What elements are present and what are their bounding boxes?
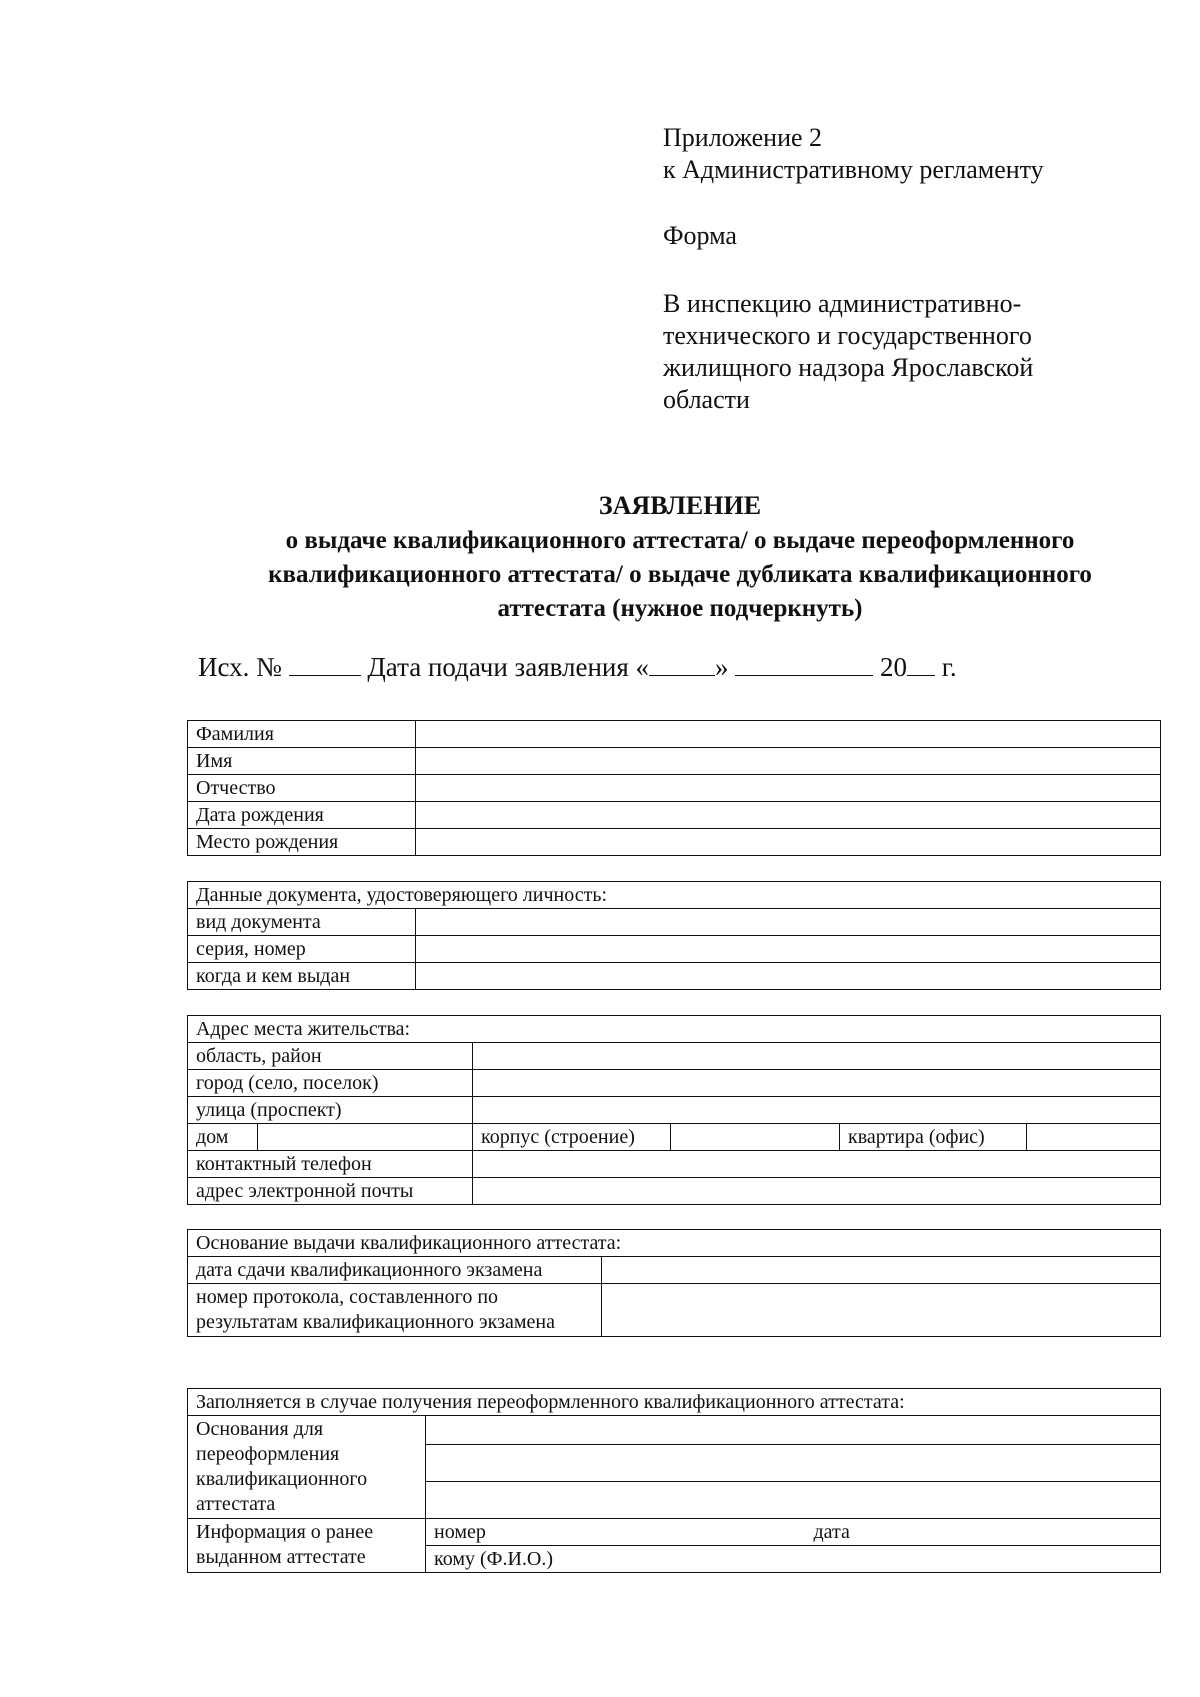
table-row xyxy=(188,1097,1161,1124)
table-row xyxy=(188,1284,1161,1337)
first-name-label: Имя xyxy=(188,748,416,775)
exam-date-field[interactable] xyxy=(602,1257,1161,1284)
title-main: ЗАЯВЛЕНИЕ xyxy=(598,491,762,520)
submission-date-label: Дата подачи заявления « xyxy=(367,652,650,682)
table-row xyxy=(188,775,1161,802)
building-field[interactable] xyxy=(671,1124,840,1151)
table-row xyxy=(188,1230,1161,1257)
doc-type-field[interactable] xyxy=(416,909,1161,936)
region-label: область, район xyxy=(188,1043,473,1070)
year-suffix: г. xyxy=(941,652,957,682)
regulation-label: к Административному регламенту xyxy=(663,155,1044,184)
previous-certificate-label: Информация о ранее выданном аттестате xyxy=(188,1519,426,1573)
table-row xyxy=(188,882,1161,909)
reissue-grounds-label: Основания для переоформления квалификационного аттестата xyxy=(188,1416,426,1519)
title-line-1: о выдаче квалификационного аттестата/ о выдаче переоформленного xyxy=(285,527,1075,554)
patronymic-label: Отчество xyxy=(188,775,416,802)
doc-type-label: вид документа xyxy=(188,909,416,936)
table-row xyxy=(188,963,1161,990)
table-row xyxy=(188,802,1161,829)
reissue-heading: Заполняется в случае получения переоформленного квалификационного аттестата: xyxy=(188,1389,1161,1416)
residence-address-table xyxy=(187,1015,1161,1205)
outgoing-number-label: Исх. № xyxy=(198,652,282,682)
table-row xyxy=(188,1070,1161,1097)
to-whom-label[interactable]: кому (Ф.И.О.) xyxy=(426,1546,1161,1573)
protocol-field[interactable] xyxy=(602,1284,1161,1337)
addressee-line-4: области xyxy=(663,385,750,414)
table-row xyxy=(188,1043,1161,1070)
table-row xyxy=(188,721,1161,748)
identity-document-table xyxy=(187,881,1161,990)
reference-line xyxy=(198,652,957,683)
table-row xyxy=(188,936,1161,963)
personal-data-table xyxy=(187,720,1161,856)
protocol-label: номер протокола, составленного по результатам квалификационного экзамена xyxy=(188,1284,602,1337)
apartment-label: квартира (офис) xyxy=(840,1124,1027,1151)
addressee-line-1: В инспекцию административно- xyxy=(663,289,1022,318)
email-label: адрес электронной почты xyxy=(188,1178,473,1205)
birth-date-label: Дата рождения xyxy=(188,802,416,829)
reissue-table xyxy=(187,1388,1161,1573)
table-row xyxy=(188,1257,1161,1284)
phone-field[interactable] xyxy=(473,1151,1161,1178)
issuance-basis-table xyxy=(187,1229,1161,1337)
title-line-2: квалификационного аттестата/ о выдаче дубликата квалификационного xyxy=(268,561,1092,588)
residence-heading: Адрес места жительства: xyxy=(188,1016,1161,1043)
header-block xyxy=(663,122,1143,416)
city-label: город (село, поселок) xyxy=(188,1070,473,1097)
previous-date-label[interactable]: дата xyxy=(806,1519,1161,1546)
addressee-line-3: жилищного надзора Ярославской xyxy=(663,353,1034,382)
phone-label: контактный телефон xyxy=(188,1151,473,1178)
reissue-grounds-field-3[interactable] xyxy=(426,1482,1161,1519)
doc-series-number-label: серия, номер xyxy=(188,936,416,963)
basis-heading: Основание выдачи квалификационного аттестата: xyxy=(188,1230,1161,1257)
table-row xyxy=(188,1124,1161,1151)
birth-date-field[interactable] xyxy=(416,802,1161,829)
year-prefix: 20 xyxy=(880,652,908,682)
addressee-line-2: технического и государственного xyxy=(663,321,1032,350)
city-field[interactable] xyxy=(473,1070,1161,1097)
birth-place-label: Место рождения xyxy=(188,829,416,856)
table-row xyxy=(188,1151,1161,1178)
house-field[interactable] xyxy=(258,1124,473,1151)
doc-issued-field[interactable] xyxy=(416,963,1161,990)
house-label: дом xyxy=(188,1124,258,1151)
previous-number-label[interactable]: номер xyxy=(426,1519,806,1546)
region-field[interactable] xyxy=(473,1043,1161,1070)
street-label: улица (проспект) xyxy=(188,1097,473,1124)
street-field[interactable] xyxy=(473,1097,1161,1124)
outgoing-number-field[interactable] xyxy=(289,653,361,676)
apartment-field[interactable] xyxy=(1027,1124,1161,1151)
table-row xyxy=(188,748,1161,775)
table-row xyxy=(188,829,1161,856)
surname-label: Фамилия xyxy=(188,721,416,748)
table-row xyxy=(188,909,1161,936)
doc-series-number-field[interactable] xyxy=(416,936,1161,963)
patronymic-field[interactable] xyxy=(416,775,1161,802)
table-row xyxy=(188,1519,1161,1546)
table-row xyxy=(188,1016,1161,1043)
submission-month-field[interactable] xyxy=(735,653,873,676)
quote-close: » xyxy=(715,652,729,682)
doc-issued-label: когда и кем выдан xyxy=(188,963,416,990)
building-label: корпус (строение) xyxy=(473,1124,671,1151)
reissue-grounds-field-1[interactable] xyxy=(426,1416,1161,1445)
submission-day-field[interactable] xyxy=(649,653,715,676)
exam-date-label: дата сдачи квалификационного экзамена xyxy=(188,1257,602,1284)
reissue-grounds-field-2[interactable] xyxy=(426,1445,1161,1482)
form-label: Форма xyxy=(663,221,737,250)
table-row xyxy=(188,1416,1161,1445)
table-row xyxy=(188,1389,1161,1416)
title-line-3: аттестата (нужное подчеркнуть) xyxy=(497,595,863,622)
email-field[interactable] xyxy=(473,1178,1161,1205)
identity-doc-heading: Данные документа, удостоверяющего личность: xyxy=(188,882,1161,909)
table-row xyxy=(188,1178,1161,1205)
document-title xyxy=(160,489,1200,626)
submission-year-field[interactable] xyxy=(907,653,935,676)
appendix-label: Приложение 2 xyxy=(663,123,823,152)
birth-place-field[interactable] xyxy=(416,829,1161,856)
surname-field[interactable] xyxy=(416,721,1161,748)
first-name-field[interactable] xyxy=(416,748,1161,775)
